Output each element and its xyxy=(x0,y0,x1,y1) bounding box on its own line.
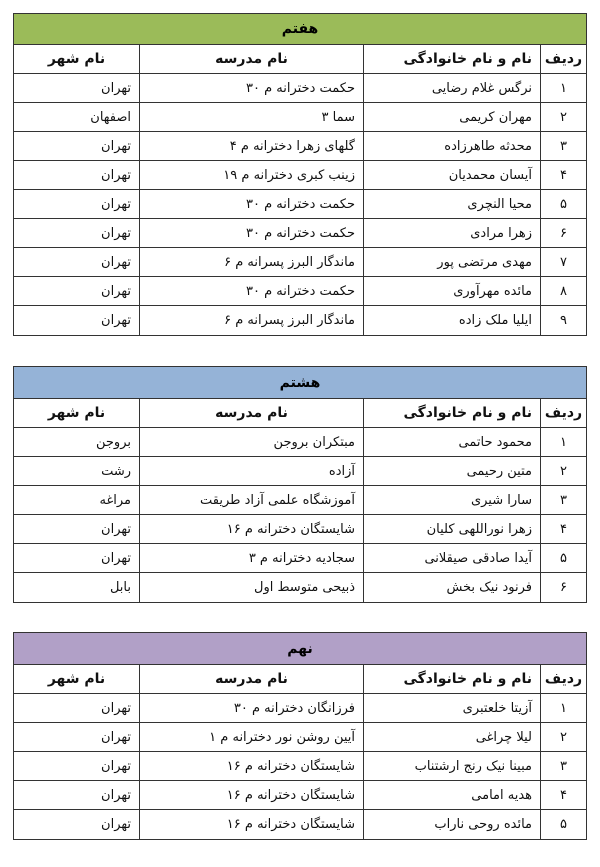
school-name-cell: ماندگار البرز پسرانه م ۶ xyxy=(139,248,363,276)
row-number-cell: ۲ xyxy=(540,103,586,131)
school-name-cell: ذبیحی متوسط اول xyxy=(139,573,363,602)
school-name-cell: حکمت دخترانه م ۳۰ xyxy=(139,74,363,102)
school-name-cell: آموزشگاه علمی آزاد طریقت xyxy=(139,486,363,514)
full-name-cell: مهدی مرتضی پور xyxy=(363,248,540,276)
full-name-cell: آزیتا خلعتبری xyxy=(363,694,540,722)
table-row xyxy=(14,306,586,335)
header-city-name: نام شهر xyxy=(47,405,106,421)
city-name-cell: مراغه xyxy=(99,492,131,508)
grade-section xyxy=(13,632,587,840)
full-name-cell: مائده مهرآوری xyxy=(363,277,540,305)
row-number-cell: ۳ xyxy=(540,752,586,780)
city-name-cell: رشت xyxy=(101,463,131,479)
table-row xyxy=(14,219,586,248)
city-name-cell: تهران xyxy=(101,138,131,154)
section-title: هشتم xyxy=(14,367,586,399)
city-name-cell: تهران xyxy=(101,521,131,537)
school-name-cell: فرزانگان دخترانه م ۳۰ xyxy=(139,694,363,722)
full-name-cell: لیلا چراغی xyxy=(363,723,540,751)
full-name-cell: محمود حاتمی xyxy=(363,428,540,456)
row-number-cell: ۱ xyxy=(540,694,586,722)
row-number-cell: ۴ xyxy=(540,781,586,809)
header-school-name: نام مدرسه xyxy=(139,665,363,693)
city-name-cell: بابل xyxy=(109,580,131,595)
full-name-cell: محدثه طاهرزاده xyxy=(363,132,540,160)
row-number-cell: ۴ xyxy=(540,161,586,189)
city-name-cell: اصفهان xyxy=(90,109,131,125)
row-number-cell: ۲ xyxy=(540,723,586,751)
row-number-cell: ۳ xyxy=(540,132,586,160)
table-row xyxy=(14,781,586,810)
results-table xyxy=(14,399,586,602)
full-name-cell: ایلیا ملک زاده xyxy=(363,306,540,335)
header-row-number: ردیف xyxy=(540,399,586,427)
full-name-cell: زهرا نوراللهی کلیان xyxy=(363,515,540,543)
grade-section xyxy=(13,366,587,603)
city-name-cell: تهران xyxy=(101,196,131,212)
header-school-name: نام مدرسه xyxy=(139,399,363,427)
school-name-cell: گلهای زهرا دخترانه م ۴ xyxy=(139,132,363,160)
school-name-cell: مبتکران بروجن xyxy=(139,428,363,456)
section-title: نهم xyxy=(14,633,586,665)
full-name-cell: فرنود نیک بخش xyxy=(363,573,540,602)
table-row xyxy=(14,132,586,161)
table-row xyxy=(14,752,586,781)
full-name-cell: آیسان محمدیان xyxy=(363,161,540,189)
section-title: هفتم xyxy=(14,14,586,45)
full-name-cell: مبینا نیک رنج ارشتناب xyxy=(363,752,540,780)
city-name-cell: بروجن xyxy=(95,434,131,450)
header-full-name: نام و نام خانوادگی xyxy=(363,45,540,73)
city-name-cell: تهران xyxy=(101,700,131,716)
header-full-name: نام و نام خانوادگی xyxy=(363,399,540,427)
city-name-cell: تهران xyxy=(101,550,131,566)
table-row xyxy=(14,723,586,752)
school-name-cell: شایستگان دخترانه م ۱۶ xyxy=(139,752,363,780)
header-full-name: نام و نام خانوادگی xyxy=(363,665,540,693)
results-table xyxy=(14,45,586,335)
table-row xyxy=(14,190,586,219)
header-row-number: ردیف xyxy=(540,665,586,693)
full-name-cell: هدیه امامی xyxy=(363,781,540,809)
row-number-cell: ۵ xyxy=(540,544,586,572)
header-city-name: نام شهر xyxy=(47,671,106,687)
row-number-cell: ۸ xyxy=(540,277,586,305)
city-name-cell: تهران xyxy=(101,729,131,745)
table-row xyxy=(14,248,586,277)
school-name-cell: ماندگار البرز پسرانه م ۶ xyxy=(139,306,363,335)
school-name-cell: شایستگان دخترانه م ۱۶ xyxy=(139,810,363,839)
school-name-cell: شایستگان دخترانه م ۱۶ xyxy=(139,781,363,809)
city-name-cell: تهران xyxy=(101,758,131,774)
row-number-cell: ۶ xyxy=(540,219,586,247)
school-name-cell: سجادیه دخترانه م ۳ xyxy=(139,544,363,572)
table-row xyxy=(14,810,586,839)
table-header-row xyxy=(14,399,586,428)
table-header-row xyxy=(14,45,586,74)
city-name-cell: تهران xyxy=(101,313,131,328)
table-row xyxy=(14,161,586,190)
city-name-cell: تهران xyxy=(101,80,131,96)
row-number-cell: ۱ xyxy=(540,74,586,102)
row-number-cell: ۵ xyxy=(540,810,586,839)
row-number-cell: ۲ xyxy=(540,457,586,485)
city-name-cell: تهران xyxy=(101,787,131,803)
row-number-cell: ۷ xyxy=(540,248,586,276)
grade-section xyxy=(13,13,587,336)
city-name-cell: تهران xyxy=(101,283,131,299)
table-row xyxy=(14,694,586,723)
school-name-cell: سما ۳ xyxy=(139,103,363,131)
table-row xyxy=(14,103,586,132)
table-row xyxy=(14,544,586,573)
school-name-cell: حکمت دخترانه م ۳۰ xyxy=(139,277,363,305)
header-row-number: ردیف xyxy=(540,45,586,73)
school-name-cell: آیین روشن نور دخترانه م ۱ xyxy=(139,723,363,751)
row-number-cell: ۴ xyxy=(540,515,586,543)
table-row xyxy=(14,515,586,544)
full-name-cell: مهران کریمی xyxy=(363,103,540,131)
table-row xyxy=(14,486,586,515)
full-name-cell: سارا شیری xyxy=(363,486,540,514)
table-row xyxy=(14,573,586,602)
full-name-cell: محیا النچری xyxy=(363,190,540,218)
table-row xyxy=(14,428,586,457)
table-row xyxy=(14,457,586,486)
full-name-cell: مائده روحی ناراب xyxy=(363,810,540,839)
city-name-cell: تهران xyxy=(101,254,131,270)
school-name-cell: آزاده xyxy=(139,457,363,485)
row-number-cell: ۱ xyxy=(540,428,586,456)
table-row xyxy=(14,74,586,103)
full-name-cell: آیدا صادقی صیقلانی xyxy=(363,544,540,572)
full-name-cell: زهرا مرادی xyxy=(363,219,540,247)
city-name-cell: تهران xyxy=(101,167,131,183)
row-number-cell: ۵ xyxy=(540,190,586,218)
city-name-cell: تهران xyxy=(101,225,131,241)
table-header-row xyxy=(14,665,586,694)
school-name-cell: زینب کبری دخترانه م ۱۹ xyxy=(139,161,363,189)
full-name-cell: متین رحیمی xyxy=(363,457,540,485)
city-name-cell: تهران xyxy=(101,817,131,832)
row-number-cell: ۹ xyxy=(540,306,586,335)
full-name-cell: نرگس غلام رضایی xyxy=(363,74,540,102)
header-city-name: نام شهر xyxy=(47,51,106,67)
results-table xyxy=(14,665,586,839)
header-school-name: نام مدرسه xyxy=(139,45,363,73)
row-number-cell: ۶ xyxy=(540,573,586,602)
table-row xyxy=(14,277,586,306)
school-name-cell: شایستگان دخترانه م ۱۶ xyxy=(139,515,363,543)
school-name-cell: حکمت دخترانه م ۳۰ xyxy=(139,219,363,247)
school-name-cell: حکمت دخترانه م ۳۰ xyxy=(139,190,363,218)
row-number-cell: ۳ xyxy=(540,486,586,514)
